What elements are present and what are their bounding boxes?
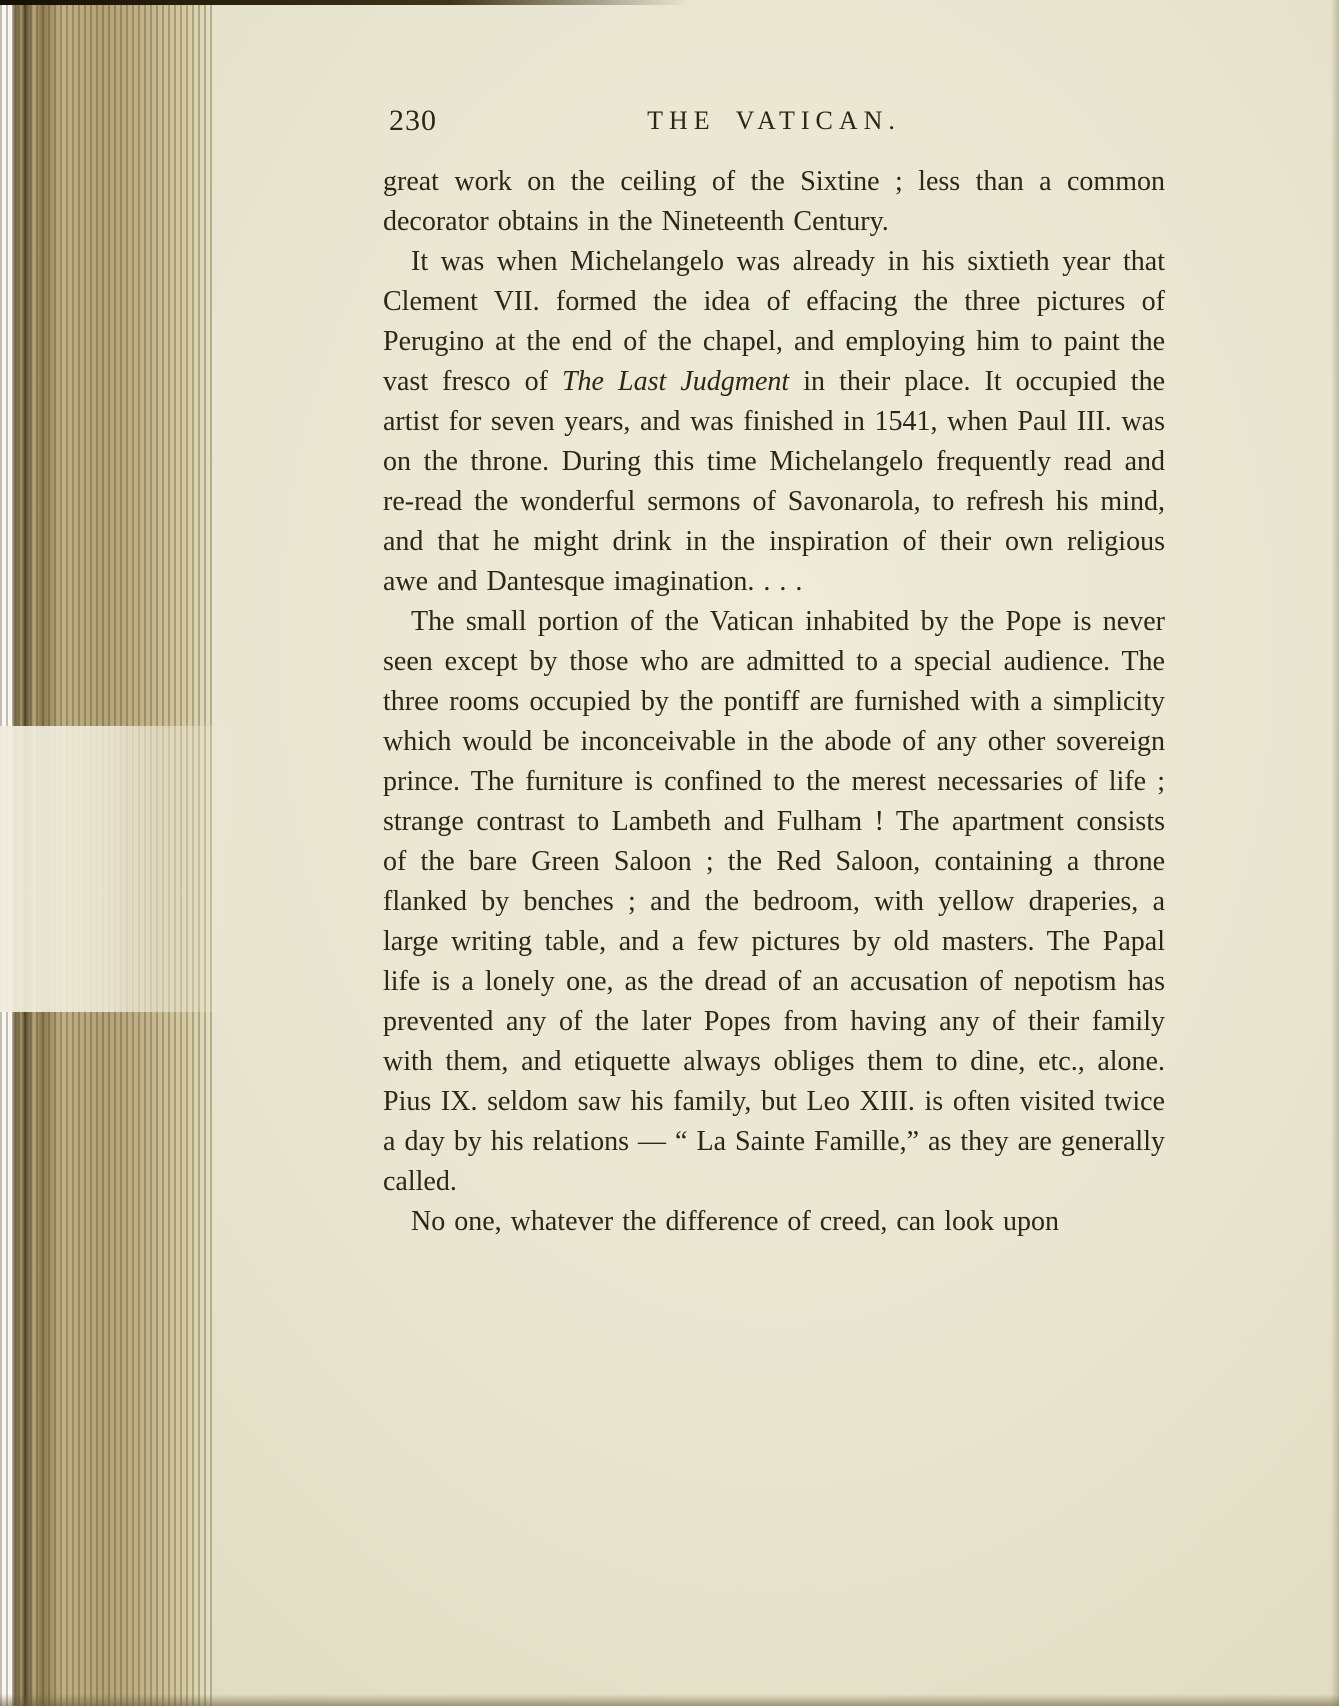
running-title: THE VATICAN. bbox=[647, 106, 901, 135]
page-number: 230 bbox=[389, 104, 437, 137]
page-content bbox=[383, 100, 1165, 1242]
binding-light-band bbox=[0, 726, 240, 1012]
paragraph-text: great work on the ceiling of the Sixtine ; less than a common decorator obtains in the Nineteenth Century. bbox=[383, 166, 1165, 237]
paragraph-text: It was when Michelangelo was already in his sixtieth year that Clement VII. formed the idea of effacing the three pictures of Perugino at the end of the chapel, and employing him to paint the vast fresco of bbox=[383, 246, 1165, 397]
paragraph bbox=[383, 1202, 1165, 1242]
running-head bbox=[383, 100, 1165, 142]
paragraph-italic-text: The Last Judgment bbox=[561, 366, 790, 397]
paragraph bbox=[383, 162, 1165, 242]
page-body bbox=[383, 162, 1165, 1242]
paragraph-text: No one, whatever the difference of creed, can look upon bbox=[411, 1206, 1059, 1237]
scan-bottom-edge bbox=[0, 1694, 1339, 1706]
paragraph bbox=[383, 602, 1165, 1202]
scan-right-edge bbox=[1331, 0, 1339, 1706]
paragraph-text: The small portion of the Vatican inhabited by the Pope is never seen except by those who are admitted to a special audience. The three rooms occupied by the pontiff are furnished with a simplicity which would be inconceivable in the abode of any other sovereign prince. The furniture is confined to the merest necessaries of life ; strange contrast to Lambeth and Fulham ! The apartment consists of the bare Green Saloon ; the Red Saloon, containing a throne flanked by benches ; and the bedroom, with yellow draperies, a large writing table, and a few pictures by old masters. The Papal life is a lonely one, as the dread of an accusation of nepotism has prevented any of the later Popes from having any of their family with them, and etiquette always obliges them to dine, etc., alone. Pius IX. seldom saw his family, but Leo XIII. is often visited twice a day by his relations — “ La Sainte Famille,” as they are generally called. bbox=[383, 606, 1165, 1197]
paragraph-text: in their place. It occupied the artist for seven years, and was finished in 1541, when Paul III. was on the throne. During this time Michelangelo frequently read and re-read the wonderful sermons of Savonarola, to refresh his mind, and that he might drink in the inspiration of their own religious awe and Dantesque imagination. . . . bbox=[383, 366, 1166, 597]
paragraph bbox=[383, 242, 1165, 602]
scan-top-edge bbox=[0, 0, 690, 5]
